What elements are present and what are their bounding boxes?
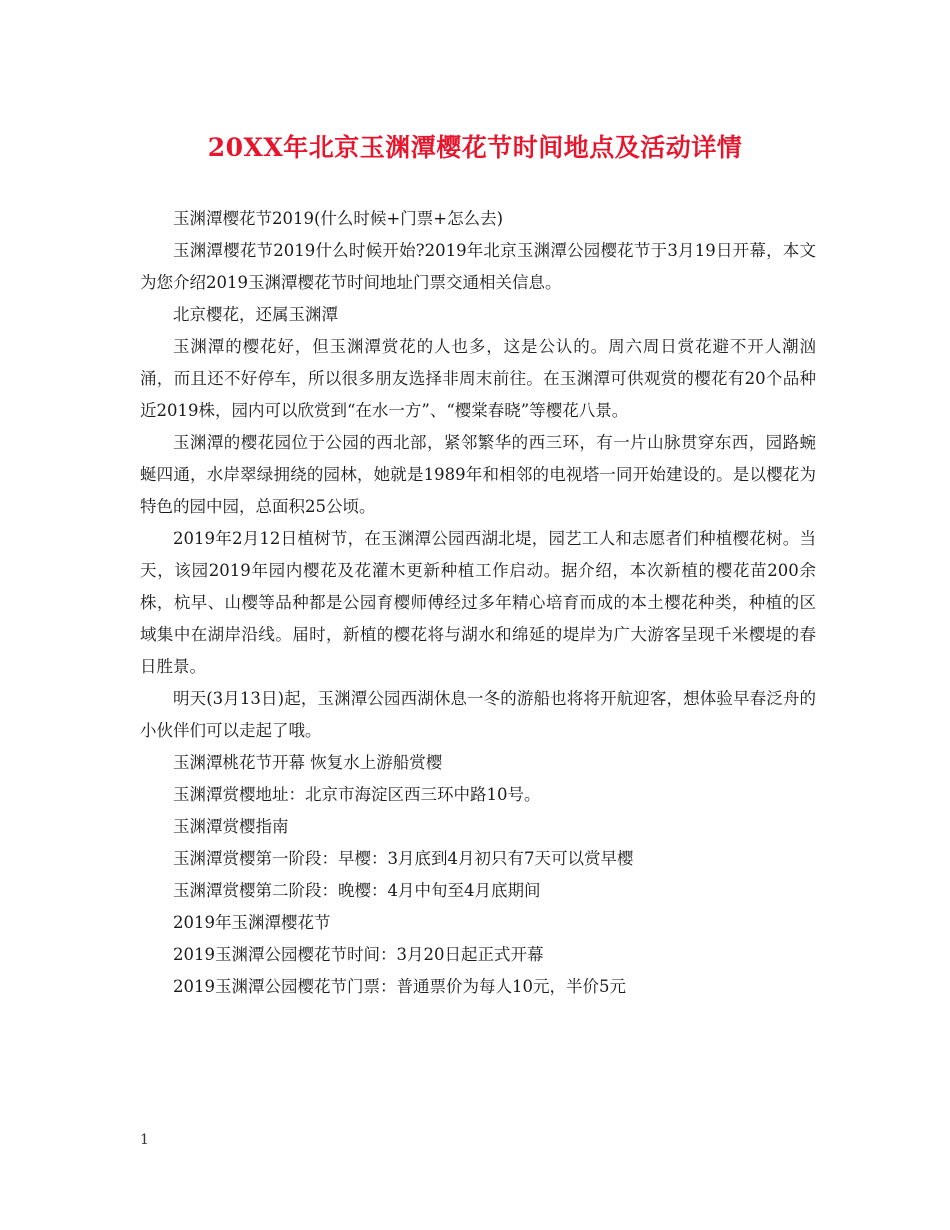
paragraph: 玉渊潭桃花节开幕 恢复水上游船赏樱 — [173, 753, 443, 772]
paragraph: 玉渊潭赏樱地址：北京市海淀区西三环中路10号。 — [173, 785, 541, 804]
paragraph: 玉渊潭樱花节2019什么时候开始?2019年北京玉渊潭公园樱花节于3月19日开幕，本文为您介绍2019玉渊潭樱花节时间地址门票交通相关信息。 — [140, 241, 816, 292]
paragraph: 北京樱花，还属玉渊潭 — [173, 305, 338, 324]
paragraph: 2019年2月12日植树节，在玉渊潭公园西湖北堤，园艺工人和志愿者们种植樱花树。当天，该园2019年园内樱花及花灌木更新种植工作启动。据介绍，本次新植的樱花苗200余株，杭早、山樱等品种都是公园育樱师傅经过多年精心培育而成的本土樱花种类，种植的区域集中在湖岸沿线。届时，新植的樱花将与湖水和绵延的堤岸为广大游客呈现千米樱堤的春日胜景。 — [140, 529, 816, 676]
paragraph: 玉渊潭的樱花园位于公园的西北部，紧邻繁华的西三环，有一片山脉贯穿东西，园路蜿蜒四通，水岸翠绿拥绕的园林，她就是1989年和相邻的电视塔一同开始建设的。是以樱花为特色的园中园，总面积25公顷。 — [140, 433, 816, 516]
paragraph: 玉渊潭赏樱第一阶段：早樱：3月底到4月初只有7天可以赏早樱 — [173, 849, 634, 868]
page-number: 1 — [140, 1132, 149, 1148]
paragraph: 玉渊潭赏樱第二阶段：晚樱：4月中旬至4月底期间 — [173, 881, 541, 900]
paragraph: 玉渊潭的樱花好，但玉渊潭赏花的人也多，这是公认的。周六周日赏花避不开人潮汹涌，而且还不好停车，所以很多朋友选择非周末前往。在玉渊潭可供观赏的樱花有20个品种近2019株，园内可以欣赏到“在水一方”、“樱棠春晓”等樱花八景。 — [140, 337, 816, 420]
paragraph: 玉渊潭樱花节2019(什么时候+门票+怎么去) — [173, 209, 504, 228]
document-title: 20XX年北京玉渊潭樱花节时间地点及活动详情 — [207, 133, 743, 162]
paragraph: 2019玉渊潭公园樱花节门票：普通票价为每人10元，半价5元 — [173, 977, 626, 996]
paragraph: 2019年玉渊潭樱花节 — [173, 913, 331, 932]
paragraph: 2019玉渊潭公园樱花节时间：3月20日起正式开幕 — [173, 945, 544, 964]
paragraph: 明天(3月13日)起，玉渊潭公园西湖休息一冬的游船也将将开航迎客，想体验早春泛舟的小伙伴们可以走起了哦。 — [140, 689, 816, 740]
paragraph: 玉渊潭赏樱指南 — [173, 817, 289, 836]
document-body — [140, 203, 816, 1003]
